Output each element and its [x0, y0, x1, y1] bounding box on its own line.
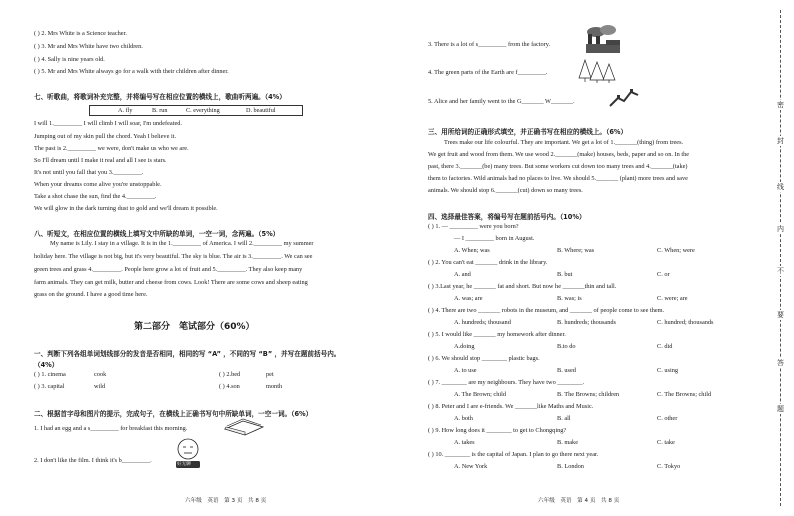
mc-option: C. Tokyo [657, 463, 681, 470]
word-option: B. run [152, 107, 168, 114]
mc-option: A. to use [454, 367, 477, 374]
section-1-score: （4%） [34, 361, 59, 369]
lyric-line: When your dreams come alive you're unstoppable. [34, 181, 162, 188]
great-wall-icon [609, 86, 639, 108]
mc-question: ( ) 2. You can't eat _______ drink in the library. [428, 259, 548, 266]
mc-question: ( ) 6. We should stop ________ plastic bags. [428, 355, 540, 362]
passage-line: My name is Lily. I stay in a village. It is in the 1._________ of America. I will 2._________ my summer [50, 240, 314, 247]
passage-line: animals. We should stop 6._______(cut) down so many trees. [428, 187, 583, 194]
mc-option: A.doing [454, 343, 475, 350]
factory-icon [582, 24, 622, 54]
mc-question: ( ) 8. Peter and I are e-friends. We _______like Maths and Music. [428, 403, 594, 410]
mc-option: A. and [454, 271, 471, 278]
mc-option: B.to do [557, 343, 576, 350]
lyric-line: It's not until you fall that you 3._________. [34, 169, 144, 176]
mc-option: A. was; are [454, 295, 483, 302]
mc-question: ( ) 5. I would like _______ my homework after dinner. [428, 331, 566, 338]
seal-char: 不 [774, 266, 787, 276]
mc-option: C. did [657, 343, 673, 350]
tf-item: ( ) 5. Mr and Mrs White always go for a walk with their children after dinner. [34, 68, 229, 75]
forest-icon [577, 58, 619, 84]
mc-question: ( ) 1. — _________ were you born? [428, 223, 519, 230]
fill-item: 3. There is a lot of s_________ from the factory. [428, 41, 551, 48]
section-7-title: 七、听歌曲，将歌词补充完整，并将编号写在相应位置的横线上，歌曲听两遍。（4%） [34, 93, 286, 101]
mc-option: A. hundreds; thousand [454, 319, 511, 326]
lyric-line: Jumping out of my skin pull the chord. Yeah I believe it. [34, 133, 177, 140]
mc-option: A. When; was [454, 247, 490, 254]
part-2-title: 第二部分 笔试部分（60%） [134, 322, 255, 332]
seal-char: 密 [774, 100, 787, 110]
mc-option: A. The Brown; child [454, 391, 507, 398]
word-option: C. everything [186, 107, 220, 114]
tf-item: ( ) 2. Mrs White is a Science teacher. [34, 30, 127, 37]
mc-question: ( ) 3.Last year, he _______ fat and short. But now he _______thin and tall. [428, 283, 617, 290]
lyric-line: We will glow in the dark turning dust to gold and we'll dream it possible. [34, 205, 218, 212]
section-8-title: 八、听短文，在相应位置的横线上填写文中所缺的单词，一空一词，念两遍。（5%） [34, 230, 280, 238]
mc-option: B. used [557, 367, 576, 374]
mc-option: C. The Browns; child [657, 391, 712, 398]
mc-option: C. using [657, 367, 678, 374]
word-option: A. fly [118, 107, 133, 114]
seal-char: 要 [774, 310, 787, 320]
section-2-title: 二、根据首字母和图片的提示，完成句子，在横线上正确书写句中所缺单词，一空一词。（6%） [34, 410, 313, 418]
page-footer-left: 六年级 英语 第 3 页 共 8 页 [185, 498, 267, 504]
mc-option: C. take [657, 439, 675, 446]
mc-option: B. London [557, 463, 584, 470]
mc-option: C. other [657, 415, 678, 422]
mc-option: A. both [454, 415, 473, 422]
mc-option: C. hundred; thousands [657, 319, 714, 326]
seal-line [768, 0, 794, 516]
lyric-line: The past is 2._________ we were, don't make us who we are. [34, 145, 189, 152]
lyric-line: Take a shot chase the sun, find the 4._________. [34, 193, 157, 200]
tf-item: ( ) 3. Mr and Mrs White have two children. [34, 43, 143, 50]
mc-question: ( ) 10. ________ is the capital of Japan. I plan to go there next year. [428, 451, 599, 458]
section-3-title: 三、用所给词的正确形式填空，并正确书写在相应的横线上。（6%） [428, 128, 628, 136]
seal-dashed-line [780, 10, 781, 506]
phonics-word: cook [94, 371, 107, 378]
passage-line: green trees and grass 4._________. People here grow a lot of fruit and 5._________. They also keep many [34, 266, 303, 273]
mc-option: C. or [657, 271, 670, 278]
bored-badge-label: 好无聊 [177, 462, 191, 467]
passage-line: We get fruit and wood from them. We use wood 2._______(make) houses, beds, paper and so on. In the [428, 151, 690, 158]
phonics-item: ( ) 1. cinema [34, 371, 66, 378]
passage-line: past, there 3._______(be) many trees. But some workers cut down too many trees and 4._______(take) [428, 163, 688, 170]
mc-question: ( ) 9. How long does it ________ to get to Chongqing? [428, 427, 567, 434]
fill-item: 4. The green parts of the Earth are f_________. [428, 69, 548, 76]
mc-option: C. were; are [657, 295, 688, 302]
fill-item: 2. I don't like the film. I think it's b_________. [34, 457, 152, 464]
mc-question-sub: — I _________ born in August. [454, 235, 535, 242]
fill-item: 1. I had an egg and a s_________ for breakfast this morning. [34, 425, 188, 432]
seal-char: 答 [774, 358, 787, 368]
mc-option: B. Where; was [557, 247, 595, 254]
fill-item: 5. Alice and her family went to the G_______ W_______. [428, 98, 575, 105]
mc-option: B. The Browns; children [557, 391, 620, 398]
phonics-word: month [266, 383, 283, 390]
mc-option: B. all [557, 415, 571, 422]
passage-line: Trees make our life colourful. They are important. We get a lot of 1._______(thing) from trees. [444, 139, 684, 146]
page-footer-right: 六年级 英语 第 4 页 共 8 页 [538, 498, 620, 504]
passage-line: holiday here. The village is not big, but it's very beautiful. The sky is blue. The air is 3._________. We can see [34, 253, 313, 260]
section-1-title: 一、判断下列各组单词划线部分的发音是否相同，相同的写 “A” ，不同的写 “B” ，并写在题前括号内。 [34, 350, 341, 358]
mc-option: B. was; is [557, 295, 582, 302]
tf-item: ( ) 4. Sally is nine years old. [34, 56, 105, 63]
passage-line: farm animals. They can get milk, butter and cheese from cows. Look! There are some cows and sheep eating [34, 279, 308, 286]
section-4-title: 四、选择最佳答案，将编号写在题前括号内。（10%） [428, 213, 586, 221]
lyric-line: I will 1._________ I will climb I will soar, I'm undefeated. [34, 120, 182, 127]
passage-line: them to factories. Wild animals had no places to live. We should 5._______ (plant) more trees and save [428, 175, 688, 182]
passage-line: grass on the ground. I have a good time here. [34, 291, 148, 298]
word-options-box [89, 105, 303, 116]
mc-option: B. but [557, 271, 573, 278]
sandwich-icon [223, 417, 265, 437]
mc-option: B. hundreds; thousands [557, 319, 616, 326]
phonics-item: ( ) 3. capital [34, 383, 65, 390]
seal-char: 题 [774, 404, 787, 414]
word-option: D. beautiful [246, 107, 276, 114]
mc-question: ( ) 7. ________ are my neighbours. They have two ________. [428, 379, 585, 386]
mc-option: C. When; were [657, 247, 695, 254]
phonics-item: ( ) 2.bed [219, 371, 241, 378]
phonics-word: wild [94, 383, 106, 390]
mc-option: A. takes [454, 439, 475, 446]
mc-option: B. make [557, 439, 578, 446]
phonics-item: ( ) 4.son [219, 383, 240, 390]
seal-char: 封 [774, 136, 787, 146]
phonics-word: pet [266, 371, 274, 378]
mc-option: A. New York [454, 463, 488, 470]
seal-char: 线 [774, 182, 787, 192]
seal-char: 内 [774, 224, 787, 234]
mc-question: ( ) 4. There are two _______ robots in the museum, and _______ of people come to see them. [428, 307, 665, 314]
lyric-line: So I'll dream until I make it real and all I see is stars. [34, 157, 167, 164]
